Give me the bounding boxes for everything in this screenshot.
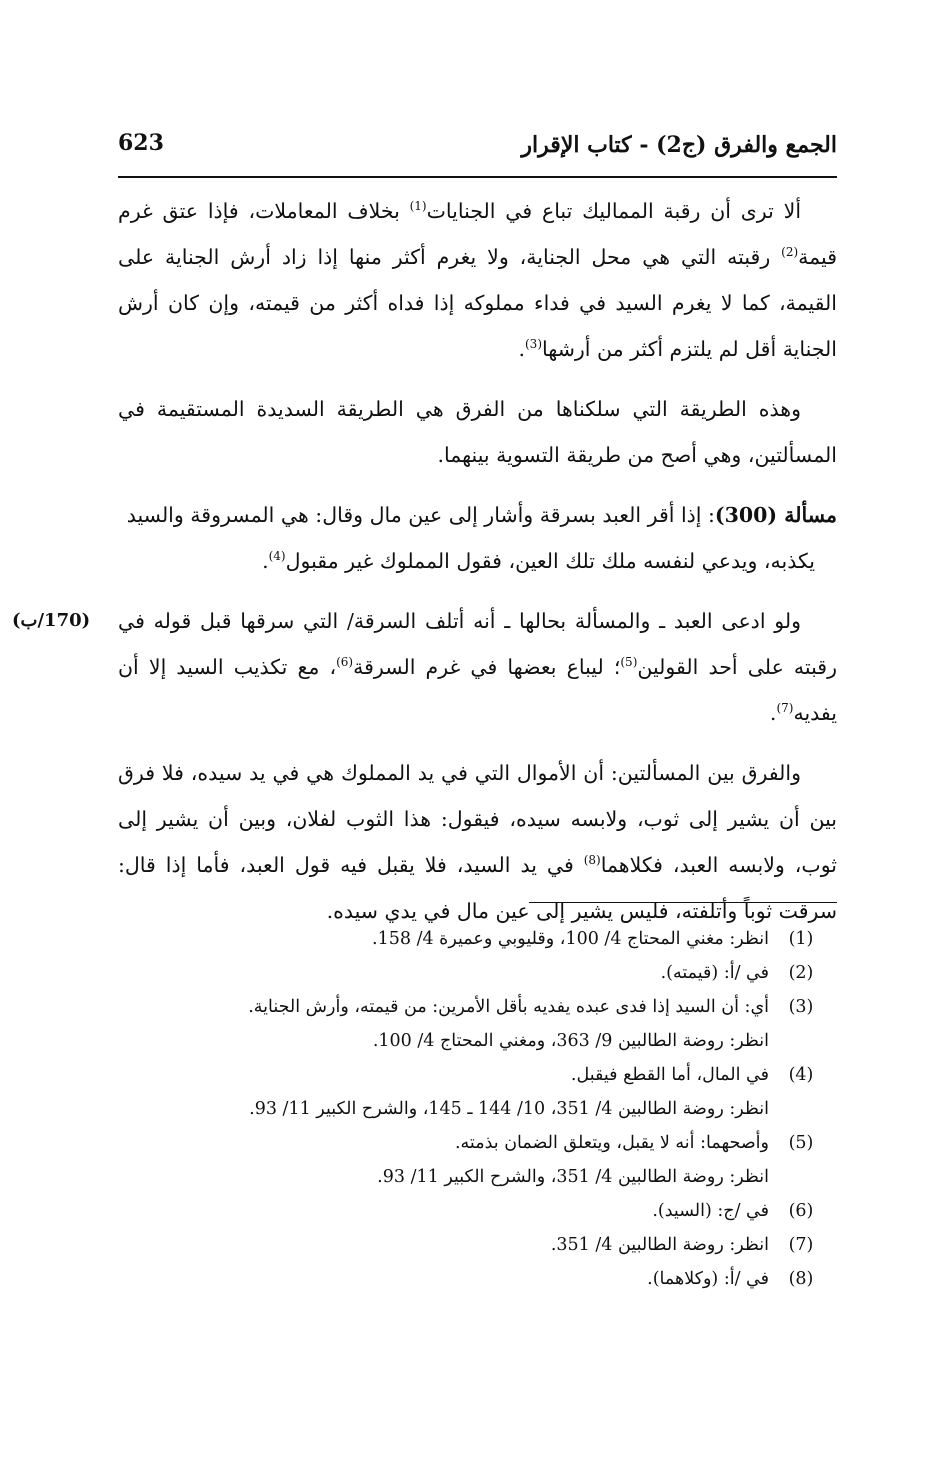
manuscript-folio-note: (170/ب) xyxy=(12,610,91,631)
header-title: الجمع والفرق (ج2) - كتاب الإقرار xyxy=(521,132,837,158)
footnote-2 xyxy=(118,956,821,990)
footnote-ref-3[interactable]: (3) xyxy=(525,337,542,352)
footnote-separator xyxy=(529,902,837,903)
footnote-ref-7[interactable]: (7) xyxy=(776,701,794,716)
footnote-ref-6[interactable]: (6) xyxy=(336,655,354,670)
footnote-line: أي: أن السيد إذا فدى عبده يفديه بأقل الأمرين: من قيمته، وأرش الجناية. xyxy=(248,997,769,1017)
footnote-line: في /أ: (وكلاهما). xyxy=(647,1269,769,1289)
footnote-1 xyxy=(118,922,821,956)
running-header xyxy=(118,128,837,168)
footnote-line: انظر: روضة الطالبين 4/ 351. xyxy=(550,1235,769,1255)
footnote-line: وأصحهما: أنه لا يقبل، ويتعلق الضمان بذمته. xyxy=(454,1133,769,1153)
footnote-ref-4[interactable]: (4) xyxy=(268,549,286,564)
paragraph-2: وهذه الطريقة التي سلكناها من الفرق هي الطريقة السديدة المستقيمة في المسألتين، وهي أصح من طريقة التسوية بينهما. xyxy=(118,397,837,467)
footnote-ref-1[interactable]: (1) xyxy=(409,199,427,214)
footnote-number: (8) xyxy=(788,1269,814,1289)
text-run: : إذا أقر العبد بسرقة وأشار إلى عين مال وقال: هي المسروقة والسيد xyxy=(126,503,715,527)
text-run: رقبته التي هي محل الجناية، ولا يغرم أكثر منها إذا زاد أرش الجناية على القيمة، كما لا يغرم السيد في فداء مملوكه إذا فداه أكثر من قيمته، وإن كان أرش الجناية أقل لم يلتزم أكثر من أرشها xyxy=(118,245,837,361)
masala-300 xyxy=(118,492,837,584)
footnote-3 xyxy=(118,990,821,1058)
paragraph-5 xyxy=(118,750,837,934)
footnote-4 xyxy=(118,1058,821,1126)
footnote-number: (5) xyxy=(788,1133,814,1153)
footnote-number: (4) xyxy=(788,1065,814,1085)
footnote-line: في المال، أما القطع فيقبل. xyxy=(570,1065,769,1085)
footnote-line: انظر: مغني المحتاج 4/ 100، وقليوبي وعميرة 4/ 158. xyxy=(372,929,769,949)
masala-heading: مسألة (300) xyxy=(714,503,837,527)
text-run: في يد السيد، فلا يقبل فيه قول العبد، فأما إذا قال: سرقت ثوباً وأتلفته، فليس يشير إلى عين مال في يدي سيده. xyxy=(118,853,837,923)
page-number: 623 xyxy=(118,130,164,156)
text-run: . xyxy=(262,549,269,573)
footnote-number: (2) xyxy=(788,963,814,983)
footnote-number: (3) xyxy=(788,997,814,1017)
masala-continuation xyxy=(118,538,837,584)
footnote-8 xyxy=(118,1262,821,1296)
footnote-number: (1) xyxy=(788,929,814,949)
header-rule xyxy=(118,176,837,178)
footnote-number: (6) xyxy=(788,1201,814,1221)
footnote-5 xyxy=(118,1126,821,1194)
text-run: ألا ترى أن رقبة المماليك تباع في الجنايات xyxy=(426,199,802,223)
footnote-6 xyxy=(118,1194,821,1228)
text-run: والفرق بين المسألتين: أن الأموال التي في يد المملوك هي في يد سيده، فلا فرق بين أن يشير إلى ثوب، ولابسه سيده، فيقول: هذا الثوب لفلان، وبين أن يشير إلى ثوب، ولابسه العبد، فكلاهما xyxy=(118,761,837,877)
footnote-line: انظر: روضة الطالبين 4/ 351، 10/ 144 ـ 145، والشرح الكبير 11/ 93. xyxy=(249,1099,769,1119)
footnote-line: في /أ: (قيمته). xyxy=(660,963,769,983)
text-run: ولو ادعى العبد ـ والمسألة بحالها ـ أنه أتلف السرقة/ التي سرقها قبل قوله في رقبته على أحد القولين xyxy=(118,609,837,679)
footnote-ref-5[interactable]: (5) xyxy=(620,655,638,670)
footnotes xyxy=(118,922,821,1296)
text-run: يكذبه، ويدعي لنفسه ملك تلك العين، فقول المملوك غير مقبول xyxy=(285,549,815,573)
footnote-line: في /ج: (السيد). xyxy=(652,1201,769,1221)
footnote-7 xyxy=(118,1228,821,1262)
footnote-line: انظر: روضة الطالبين 4/ 351، والشرح الكبير 11/ 93. xyxy=(377,1167,769,1187)
paragraph-1 xyxy=(118,188,837,372)
text-run: . xyxy=(518,337,525,361)
paragraph-4 xyxy=(12,598,837,736)
text-run: ، مع تكذيب السيد إلا أن يفديه xyxy=(118,655,837,725)
text-run: . xyxy=(769,701,777,725)
footnote-line: انظر: روضة الطالبين 9/ 363، ومغني المحتاج 4/ 100. xyxy=(372,1031,769,1051)
footnote-number: (7) xyxy=(788,1235,814,1255)
footnote-ref-2[interactable]: (2) xyxy=(781,245,799,260)
footnote-ref-8[interactable]: (8) xyxy=(583,853,601,868)
text-run: ؛ ليباع بعضها في غرم السرقة xyxy=(353,655,621,679)
main-text xyxy=(12,188,837,948)
text-run: بخلاف المعاملات، فإذا عتق غرم قيمة xyxy=(118,199,837,269)
